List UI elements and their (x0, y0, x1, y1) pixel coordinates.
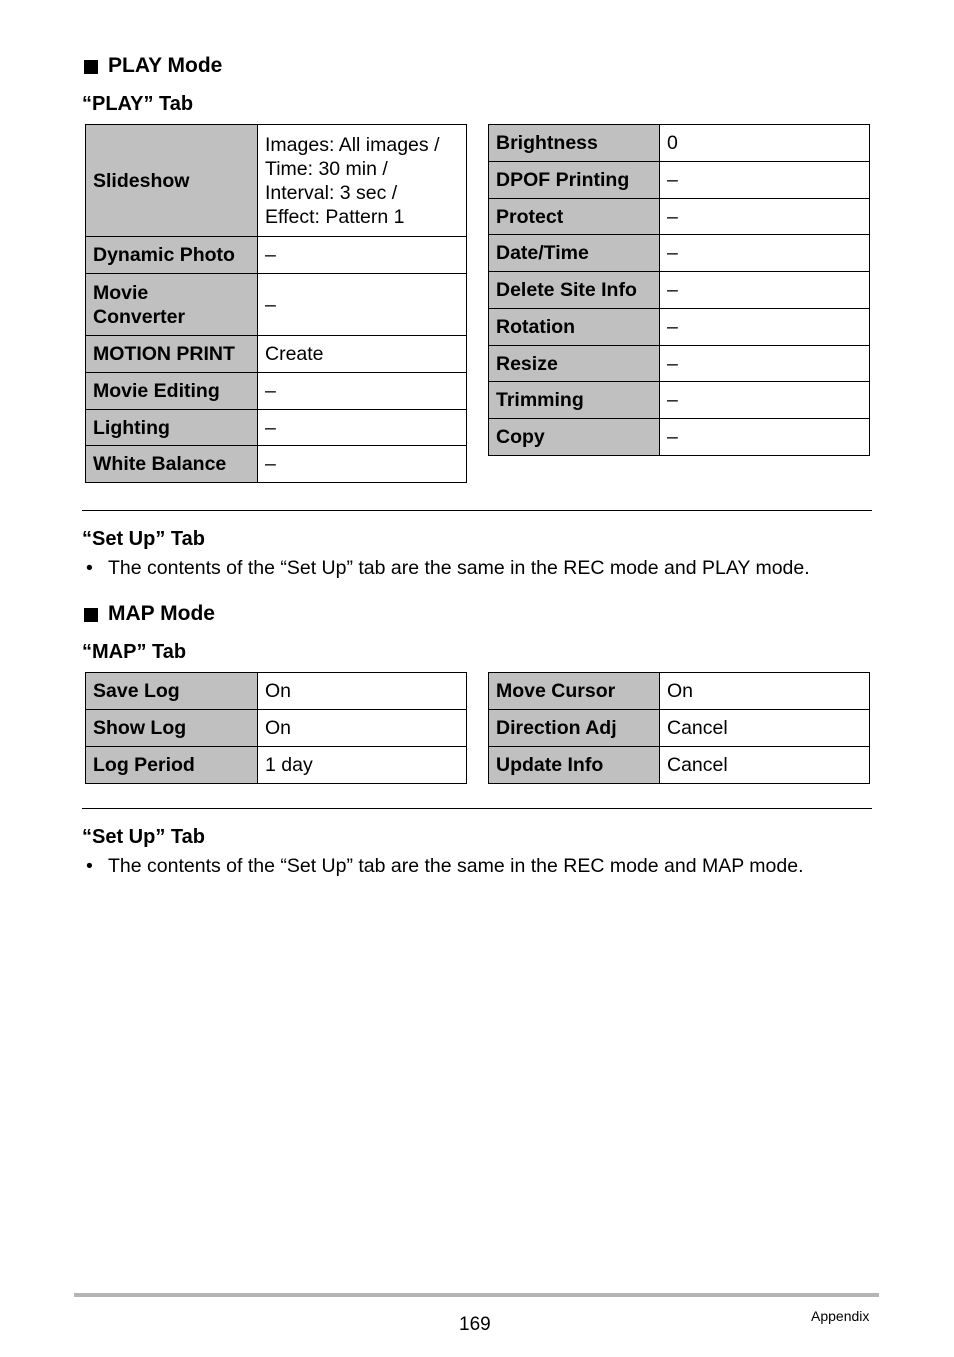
bullet-icon: • (86, 557, 93, 579)
setting-name: Rotation (489, 309, 660, 346)
section-divider (82, 510, 872, 511)
setting-value: – (660, 309, 870, 346)
play-setup-note (82, 557, 810, 580)
value-line: Effect: Pattern 1 (265, 205, 405, 228)
setting-value: 0 (660, 125, 870, 162)
setting-name: Movie Editing (86, 373, 258, 410)
setting-value: – (258, 373, 467, 410)
setting-value (258, 125, 467, 237)
table-row (489, 346, 870, 382)
setting-value: On (258, 710, 467, 747)
play-mode-heading (84, 54, 222, 78)
setting-value: 1 day (258, 747, 467, 784)
table-row (86, 747, 467, 784)
setting-name: DPOF Printing (489, 162, 660, 199)
map-mode-heading (84, 602, 215, 626)
setting-value: – (660, 272, 870, 309)
note-text: The contents of the “Set Up” tab are the same in the REC mode and MAP mode. (108, 855, 804, 877)
setting-name: Lighting (86, 410, 258, 446)
table-row (86, 410, 467, 446)
map-tab-left-table (85, 672, 467, 784)
section-label: Appendix (811, 1308, 870, 1324)
name-line: Movie (93, 281, 149, 304)
setting-value: – (258, 446, 467, 483)
setting-name: Save Log (86, 673, 258, 710)
map-tab-right-table (488, 672, 870, 784)
setting-value: – (660, 346, 870, 382)
setting-value: – (660, 382, 870, 419)
play-tab-left-table (85, 124, 467, 483)
setting-value: – (660, 235, 870, 272)
setting-name: Slideshow (86, 125, 258, 237)
page-number: 169 (459, 1314, 491, 1335)
setting-name: Delete Site Info (489, 272, 660, 309)
table-row (86, 125, 467, 237)
section-divider (82, 808, 872, 809)
setting-value: – (660, 419, 870, 456)
value-line: Interval: 3 sec / (265, 181, 398, 204)
map-setup-tab-heading: “Set Up” Tab (82, 826, 205, 848)
setting-value: – (258, 237, 467, 274)
setting-name (86, 274, 258, 336)
setting-name: Log Period (86, 747, 258, 784)
value-line: Images: All images / (265, 133, 440, 156)
table-row (489, 419, 870, 456)
setting-value: – (258, 410, 467, 446)
setting-name: Brightness (489, 125, 660, 162)
setting-value: – (258, 274, 467, 336)
table-row (86, 336, 467, 373)
setting-value: Cancel (660, 747, 870, 784)
setting-name: Copy (489, 419, 660, 456)
setting-name: Direction Adj (489, 710, 660, 747)
table-row (489, 673, 870, 710)
table-row (489, 382, 870, 419)
setting-value: On (258, 673, 467, 710)
setting-value: – (660, 162, 870, 199)
play-mode-title: PLAY Mode (108, 54, 223, 77)
map-mode-title: MAP Mode (108, 602, 215, 625)
setting-value: On (660, 673, 870, 710)
play-tab-heading: “PLAY” Tab (82, 93, 194, 115)
table-row (489, 235, 870, 272)
table-row (86, 446, 467, 483)
setting-name: Resize (489, 346, 660, 382)
setting-name: MOTION PRINT (86, 336, 258, 373)
setting-name: Dynamic Photo (86, 237, 258, 274)
name-line: Converter (93, 305, 186, 328)
table-row (86, 274, 467, 336)
table-row (86, 673, 467, 710)
table-row (489, 162, 870, 199)
table-row (489, 309, 870, 346)
setting-name: White Balance (86, 446, 258, 483)
play-tab-right-table (488, 124, 870, 456)
table-row (86, 373, 467, 410)
square-bullet-icon (84, 608, 98, 622)
table-row (489, 125, 870, 162)
setting-name: Protect (489, 199, 660, 235)
setting-name: Trimming (489, 382, 660, 419)
note-text: The contents of the “Set Up” tab are the same in the REC mode and PLAY mode. (108, 557, 810, 579)
setting-value: – (660, 199, 870, 235)
table-row (489, 272, 870, 309)
setting-name: Show Log (86, 710, 258, 747)
table-row (489, 199, 870, 235)
setting-name: Date/Time (489, 235, 660, 272)
setting-value: Cancel (660, 710, 870, 747)
table-row (489, 747, 870, 784)
footer-rule (74, 1293, 879, 1297)
play-setup-tab-heading: “Set Up” Tab (82, 528, 205, 550)
square-bullet-icon (84, 60, 98, 74)
bullet-icon: • (86, 855, 93, 877)
map-tab-heading: “MAP” Tab (82, 641, 187, 663)
table-row (86, 237, 467, 274)
table-row (489, 710, 870, 747)
map-setup-note (82, 855, 804, 878)
setting-name: Update Info (489, 747, 660, 784)
table-row (86, 710, 467, 747)
setting-value: Create (258, 336, 467, 373)
value-line: Time: 30 min / (265, 157, 388, 180)
setting-name: Move Cursor (489, 673, 660, 710)
